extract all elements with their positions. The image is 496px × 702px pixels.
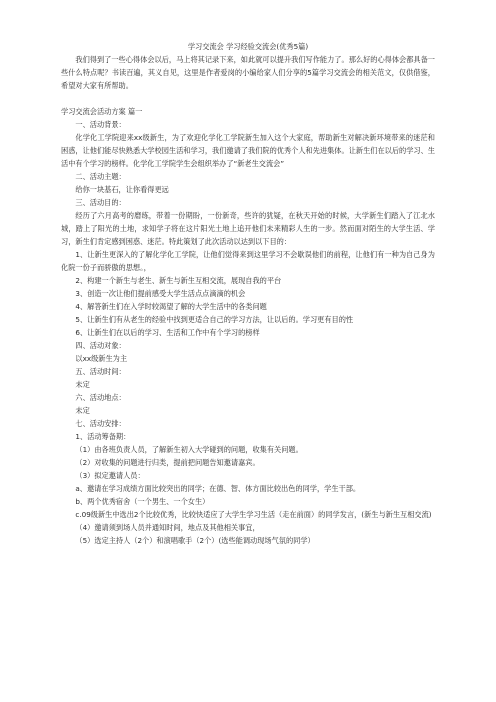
body-line: 4、解答新生们在入学时较渴望了解的大学生活中的各类问题: [75, 302, 267, 311]
body-line: 未定: [75, 380, 90, 389]
body-line: 1、活动筹备期：: [75, 432, 131, 441]
body-line: （3）拟定邀请人员：: [75, 471, 145, 480]
body-line: 一、活动背景：: [75, 120, 126, 129]
body-line: 经历了六月高考的磨练，带着一份期盼，一份新奇，些许的犹疑，在秋天开始的时候，大学新生们踏入了江北水城，踏上了阳光的土地，求知学子将在这片阳光土地上追开他们未来精彩人生的一步。然而面对陌生的大学生活、学习，新生们肯定感到困惑、迷茫。特此策划了此次活动以达到以下目的：: [61, 211, 435, 246]
body-line: 二、活动主题：: [75, 172, 126, 181]
body-line: （2）对收集的问题进行归类，提前把问题告知邀请嘉宾。: [75, 458, 260, 467]
blank-line: [61, 92, 435, 105]
body-line: 给你一块基石，让你看得更远: [75, 185, 169, 194]
body-line: 化学化工学院迎来xx级新生，为了欢迎化学化工学院新生加入这个大家庭，帮助新生对解决新环境带来的迷茫和困惑，让他们能尽快熟悉大学校园生活和学习，我们邀请了我们院的优秀个人和先进集体。让新生们在以后的学习、生活中有个学习的榜样。化学化工学院学生会组织举办了“新老生交流会”: [61, 133, 435, 168]
body-line: b、两个优秀宿舍（一个男生、一个女生）: [75, 497, 210, 506]
body-line: 六、活动地点：: [75, 393, 126, 402]
document-title: 学习交流会 学习经验交流会(优秀5篇): [187, 42, 309, 51]
intro-paragraph: 我们得到了一些心得体会以后，马上将其记录下来，如此就可以提升我们写作能力了。那么好的心得体会都具备一些什么特点呢？书读百遍，其义自见，这里是作者爱岗的小编给家人们分享的5篇学习交流会的相关范文，仅供借鉴，希望对大家有所帮助。: [61, 55, 435, 90]
body-line: 1、让新生更深入的了解化学化工学院，让他们觉得来到这里学习不会歇误他们的前程，让他们有一种为自己身为化院一份子而骄傲的思想。，: [61, 250, 435, 272]
body-line: 五、活动时间：: [75, 367, 126, 376]
body-line: 三、活动目的：: [75, 198, 126, 207]
document-body: [61, 118, 435, 547]
body-line: 以xx级新生为主: [75, 354, 128, 363]
body-line: 5、让新生们有从老生的经验中找到更适合自己的学习方法，让以后的。学习更有目的性: [75, 315, 354, 324]
body-line: （1）由各班负责人员，了解新生初入大学碰到的问题，收集有关问题。: [75, 445, 303, 454]
body-line: 未定: [75, 406, 90, 415]
body-line: （5）选定主持人（2个）和演唱歌手（2个）(选些能调动现场气氛的同学）: [75, 536, 315, 545]
body-line: 七、活动安排：: [75, 419, 126, 428]
body-line: 2、构建一个新生与老生、新生与新生互相交流，展现自我的平台: [75, 276, 282, 285]
body-line: c.09级新生中选出2个比较优秀，比较快适应了大学生学习生活（走在前面）的同学发言，(新生与新生互相交流): [75, 510, 432, 519]
document-page: [61, 40, 435, 547]
body-line: 3、创造一次让他们提前感受大学生活点点滴滴的机会: [75, 289, 246, 298]
body-line: a、邀请在学习成绩方面比较突出的同学；在德、智、体方面比较出色的同学，学生干部。: [75, 484, 361, 493]
section-title: 学习交流会活动方案 篇一: [61, 107, 143, 116]
body-line: 6、让新生们在以后的学习、生活和工作中有个学习的榜样: [75, 328, 260, 337]
body-line: （4）邀请须到场人员并通知时间，地点及其他相关事宜，: [75, 523, 260, 532]
body-line: 四、活动对象：: [75, 341, 126, 350]
